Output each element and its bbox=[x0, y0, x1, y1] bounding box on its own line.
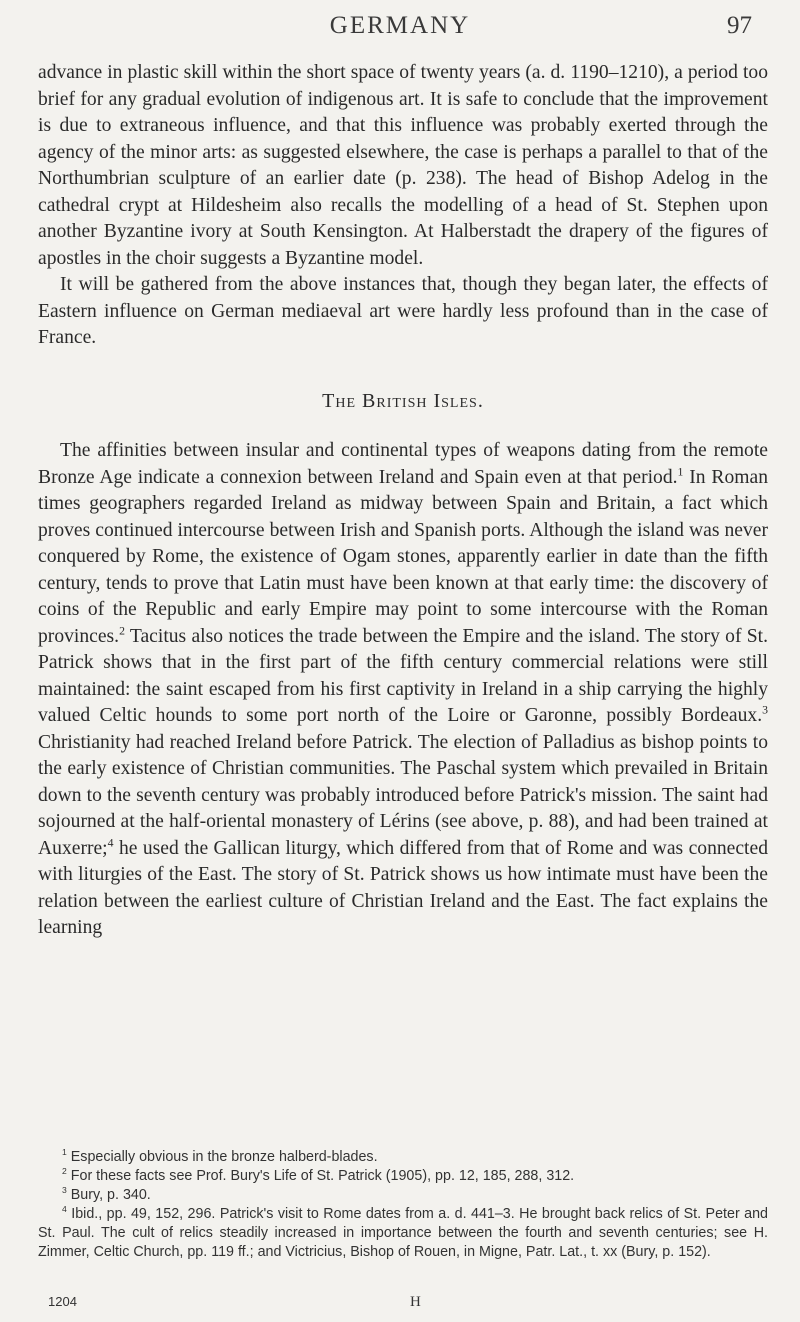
footnote bbox=[38, 1148, 768, 1167]
paragraph-british-isles bbox=[38, 438, 768, 942]
paragraph-text: Tacitus also notices the trade between the Empire and the island. The story of St. Patrick shows that in the first part of the fifth century commercial relations were still maintained: the saint escaped from his first captivity in Ireland in a ship carrying the highly valued Celtic hounds to some port north of the Loire or Garonne, possibly Bordeaux. bbox=[38, 625, 768, 726]
paragraph: It will be gathered from the above instances that, though they began later, the effects of Eastern influence on German mediaeval art were hardly less profound than in the case of France. bbox=[38, 274, 768, 348]
body-text bbox=[38, 60, 768, 942]
footnote bbox=[38, 1205, 768, 1262]
footnote-ref: 3 bbox=[762, 703, 768, 717]
paragraph-text: he used the Gallican liturgy, which differed from that of Rome and was connected with liturgies of the East. The story of St. Patrick shows us how intimate must have been the relation between the earliest culture of Christian Ireland and the East. The fact explains the learning bbox=[38, 837, 768, 938]
paragraph-continued: advance in plastic skill within the short space of twenty years (a. d. 1190–1210), a period too brief for any gradual evolution of indigenous art. It is safe to conclude that the improvement is due to extraneous influence, and that this influence was probably exerted through the agency of the minor arts: as suggested elsewhere, the case is perhaps a parallel to that of the Northumbrian sculpture of an earlier date (p. 238). The head of Bishop Adelog in the cathedral crypt at Hildesheim also recalls the modelling of a head of St. Stephen upon another Byzantine ivory at South Kensington. At Halberstadt the drapery of the figures of apostles in the choir suggests a Byzantine model. bbox=[38, 62, 768, 269]
running-head bbox=[0, 8, 800, 48]
page-number: 97 bbox=[727, 12, 752, 39]
footnote-ref: 4 bbox=[107, 835, 114, 849]
paragraph-text: In Roman times geographers regarded Ireland as midway between Spain and Britain, a fact which proves continued intercourse between Irish and Spanish ports. Although the island was never conquered by Rome, the existence of Ogam stones, apparently earlier in date than the fifth century, tends to prove that Latin must have been known at that early time: the discovery of coins of the Republic and early Empire may point to some intercourse with the Roman provinces. bbox=[38, 466, 768, 647]
footnote-text: For these facts see Prof. Bury's Life of St. Patrick (1905), pp. 12, 185, 288, 312. bbox=[70, 1168, 575, 1184]
footnote-ref: 2 bbox=[119, 623, 125, 637]
footnote-number: 1 bbox=[62, 1147, 67, 1158]
footnote-number: 2 bbox=[62, 1166, 67, 1177]
signature-line bbox=[48, 1294, 752, 1314]
footnote-number: 4 bbox=[62, 1204, 67, 1215]
footnotes bbox=[38, 1148, 768, 1262]
paragraph-text: The affinities between insular and continental types of weapons dating from the remote Bronze Age indicate a connexion between Ireland and Spain even at that period. bbox=[38, 440, 768, 488]
footnote-number: 3 bbox=[62, 1185, 67, 1196]
footnote-text: Especially obvious in the bronze halberd-blades. bbox=[70, 1149, 378, 1165]
running-title: GERMANY bbox=[329, 12, 471, 39]
paragraph-text: Christianity had reached Ireland before Patrick. The election of Palladius as bishop points to the early existence of Christian communities. The Paschal system which prevailed in Britain down to the seventh century was probably introduced before Patrick's mission. The saint had sojourned at the half-oriental monastery of Lérins (see above, p. 88), and had been trained at Auxerre; bbox=[38, 731, 768, 859]
signature-letter: H bbox=[410, 1294, 421, 1310]
signature-number: 1204 bbox=[48, 1294, 77, 1309]
footnote bbox=[38, 1186, 768, 1205]
footnote-text: Bury, p. 340. bbox=[70, 1187, 151, 1203]
footnote bbox=[38, 1167, 768, 1186]
section-heading: The British Isles. bbox=[322, 389, 484, 412]
footnote-text: Ibid., pp. 49, 152, 296. Patrick's visit to Rome dates from a. d. 441–3. He brought back relics of St. Peter and St. Paul. The cult of relics steadily increased in importance between the fourth and seventh centuries; see H. Zimmer, Celtic Church, pp. 119 ff.; and Victricius, Bishop of Rouen, in Migne, Patr. Lat., t. xx (Bury, p. 152). bbox=[38, 1206, 768, 1260]
footnote-ref: 1 bbox=[677, 464, 684, 478]
